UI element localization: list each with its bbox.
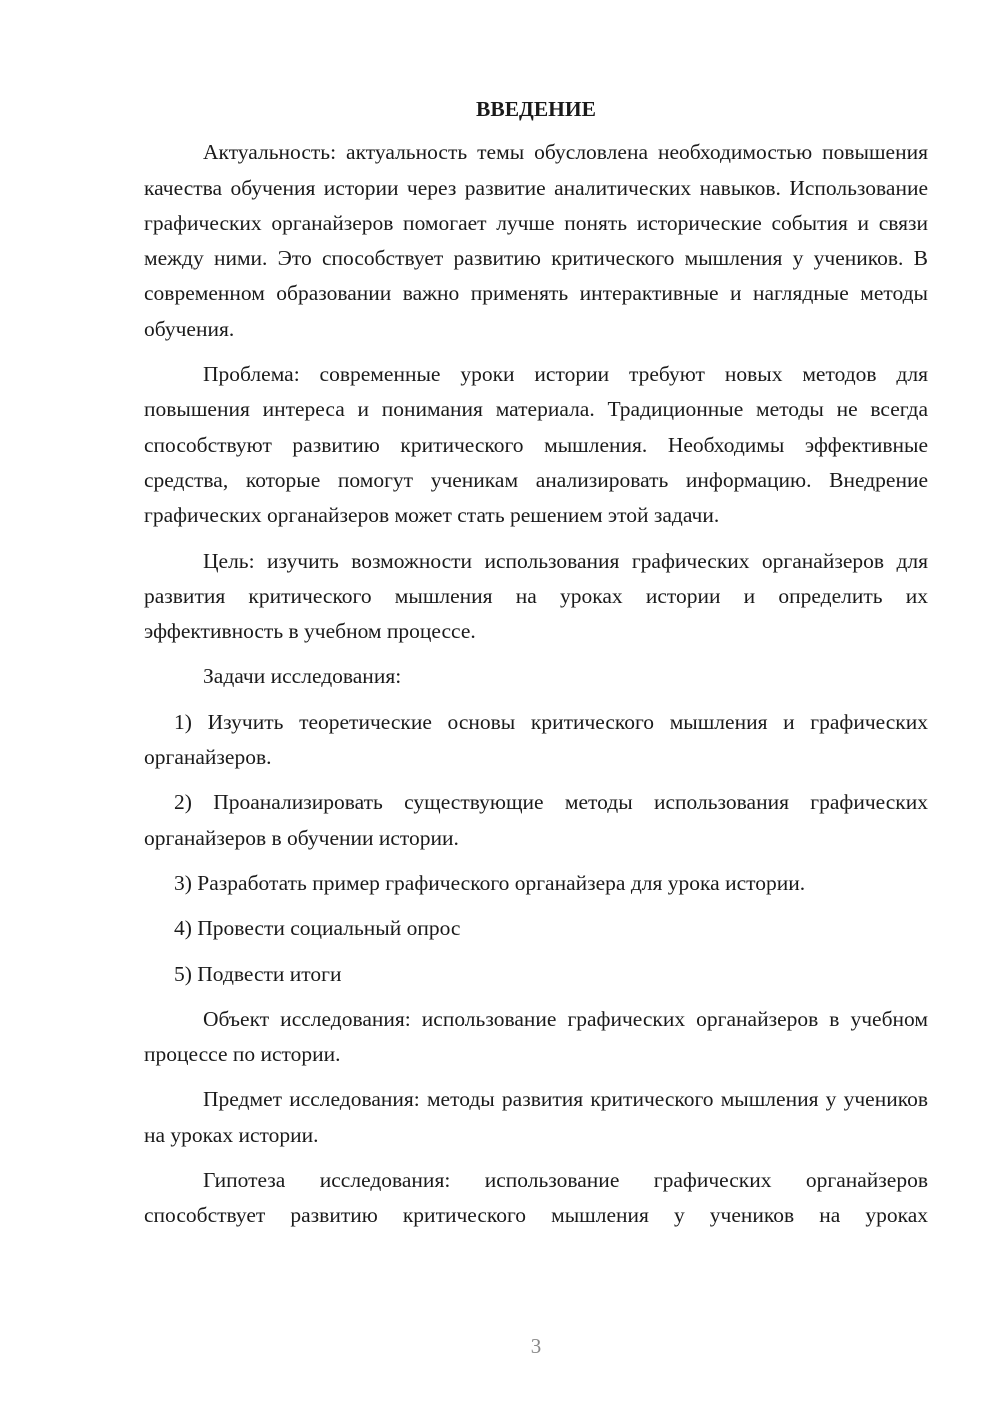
task-item: 5) Подвести итоги bbox=[174, 961, 342, 986]
task-item: 1) Изучить теоретические основы критического мышления и графических органайзеров. bbox=[144, 709, 928, 770]
task-item: 2) Проанализировать существующие методы использования графических органайзеров в обучении истории. bbox=[144, 790, 928, 850]
tasks-heading: Задачи исследования: bbox=[203, 664, 402, 689]
paragraph-object: Объект исследования: использование графических органайзеров в учебном процессе по истории. bbox=[144, 1006, 928, 1067]
paragraph-problem: Проблема: современные уроки истории требуют новых методов для повышения интереса и понимания материала. Традиционные методы не всегда способствуют развитию критического мышления. Необходимы эффективные средства, которые помогут ученикам анализировать информацию. Внедрение графических органайзеров может стать решением этой задачи. bbox=[144, 362, 928, 528]
page-body bbox=[144, 92, 928, 1234]
task-item: 4) Провести социальный опрос bbox=[174, 916, 461, 941]
page-number: 3 bbox=[530, 1334, 542, 1358]
paragraph-goal: Цель: изучить возможности использования графических органайзеров для развития критического мышления на уроках истории и определить их эффективность в учебном процессе. bbox=[144, 548, 928, 644]
paragraph-subject: Предмет исследования: методы развития критического мышления у учеников на уроках истории. bbox=[144, 1087, 928, 1147]
paragraph-relevance: Актуальность: актуальность темы обусловлена необходимостью повышения качества обучения истории через развитие аналитических навыков. Использование графических органайзеров помогает лучше понять исторические события и связи между ними. Это способствует развитию критического мышления у учеников. В современном образовании важно применять интерактивные и наглядные методы обучения. bbox=[144, 140, 928, 341]
section-title: ВВЕДЕНИЕ bbox=[476, 97, 596, 121]
paragraph-hypothesis: Гипотеза исследования: использование графических органайзеров способствует развитию критического мышления у учеников на уроках bbox=[144, 1168, 928, 1228]
task-item: 3) Разработать пример графического органайзера для урока истории. bbox=[174, 870, 806, 895]
